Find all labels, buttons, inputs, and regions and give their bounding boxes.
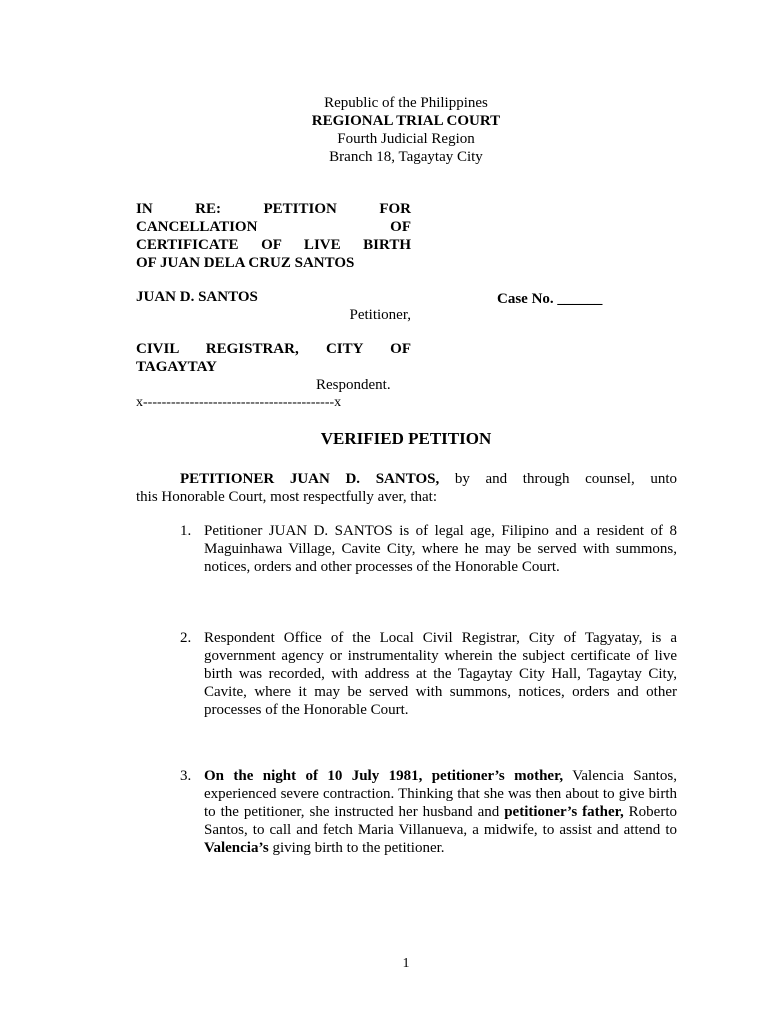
case-number-label: Case No. [497, 291, 554, 307]
case-number [497, 290, 602, 308]
petitioner-block [136, 288, 411, 324]
item-3-bold-mid: petitioner’s father, [504, 804, 624, 820]
page-number: 1 [402, 956, 410, 971]
item-3-bold-end: Valencia’s [204, 840, 269, 856]
intro-line-2: this Honorable Court, most respectfully aver, that: [136, 489, 437, 505]
in-re-line-2: CANCELLATION OF [136, 219, 411, 235]
list-item [180, 629, 677, 719]
caption-divider: x-----------------------------------------x [136, 395, 342, 410]
list-item-number: 2. [180, 630, 192, 646]
header-region: Fourth Judicial Region [337, 131, 475, 147]
respondent-line-1: CIVIL REGISTRAR, CITY OF [136, 341, 411, 357]
item-3-text-a: Valencia Santos, experienced severe contraction. Thinking that she was then about to give birth to the petitioner, she instructed her husband and [204, 768, 677, 820]
intro-paragraph [136, 470, 677, 506]
petitioner-name: JUAN D. SANTOS [136, 289, 258, 305]
header-branch: Branch 18, Tagaytay City [329, 149, 483, 165]
intro-line-1 [136, 470, 677, 488]
header-court-name: REGIONAL TRIAL COURT [311, 113, 501, 129]
list-item-number: 1. [180, 523, 192, 539]
intro-line-1-rest: by and through counsel, unto [439, 471, 677, 487]
respondent-line-2: TAGAYTAY [136, 359, 217, 375]
in-re-line-1: IN RE: PETITION FOR [136, 201, 411, 217]
list-item-text: Respondent Office of the Local Civil Registrar, City of Tagyatay, is a government agency or instrumentality wherein the subject certificate of live birth was recorded, with address at the Tagaytay City Hall, Tagaytay City, Cavite, where it may be served with summons, notices, orders and other processes of the Honorable Court. [204, 630, 677, 718]
intro-lead: PETITIONER JUAN D. SANTOS, [180, 471, 440, 487]
document-title: VERIFIED PETITION [320, 429, 492, 448]
in-re-line-3: CERTIFICATE OF LIVE BIRTH [136, 237, 411, 253]
item-3-bold-lead: On the night of 10 July 1981, petitioner’s mother, [204, 768, 564, 784]
in-re-line-4: OF JUAN DELA CRUZ SANTOS [136, 255, 355, 271]
list-item [180, 767, 677, 857]
respondent-block [136, 340, 411, 412]
list-item-text [204, 767, 677, 857]
court-header [0, 94, 768, 166]
list-item [180, 522, 677, 576]
list-item-number: 3. [180, 768, 192, 784]
case-caption-in-re [136, 200, 411, 272]
petitioner-label: Petitioner, [349, 307, 411, 323]
header-republic: Republic of the Philippines [324, 95, 488, 111]
item-3-text-b: Roberto Santos, to call and fetch Maria Villanueva, a midwife, to assist and attend to [204, 804, 677, 838]
item-3-text-c: giving birth to the petitioner. [268, 840, 445, 856]
respondent-label: Respondent. [316, 377, 391, 393]
list-item-text: Petitioner JUAN D. SANTOS is of legal age, Filipino and a resident of 8 Maguinhawa Village, Cavite City, where he may be served with summons, notices, orders and other processes of the Honorable Court. [204, 523, 677, 575]
case-number-blank: ______ [557, 291, 603, 307]
